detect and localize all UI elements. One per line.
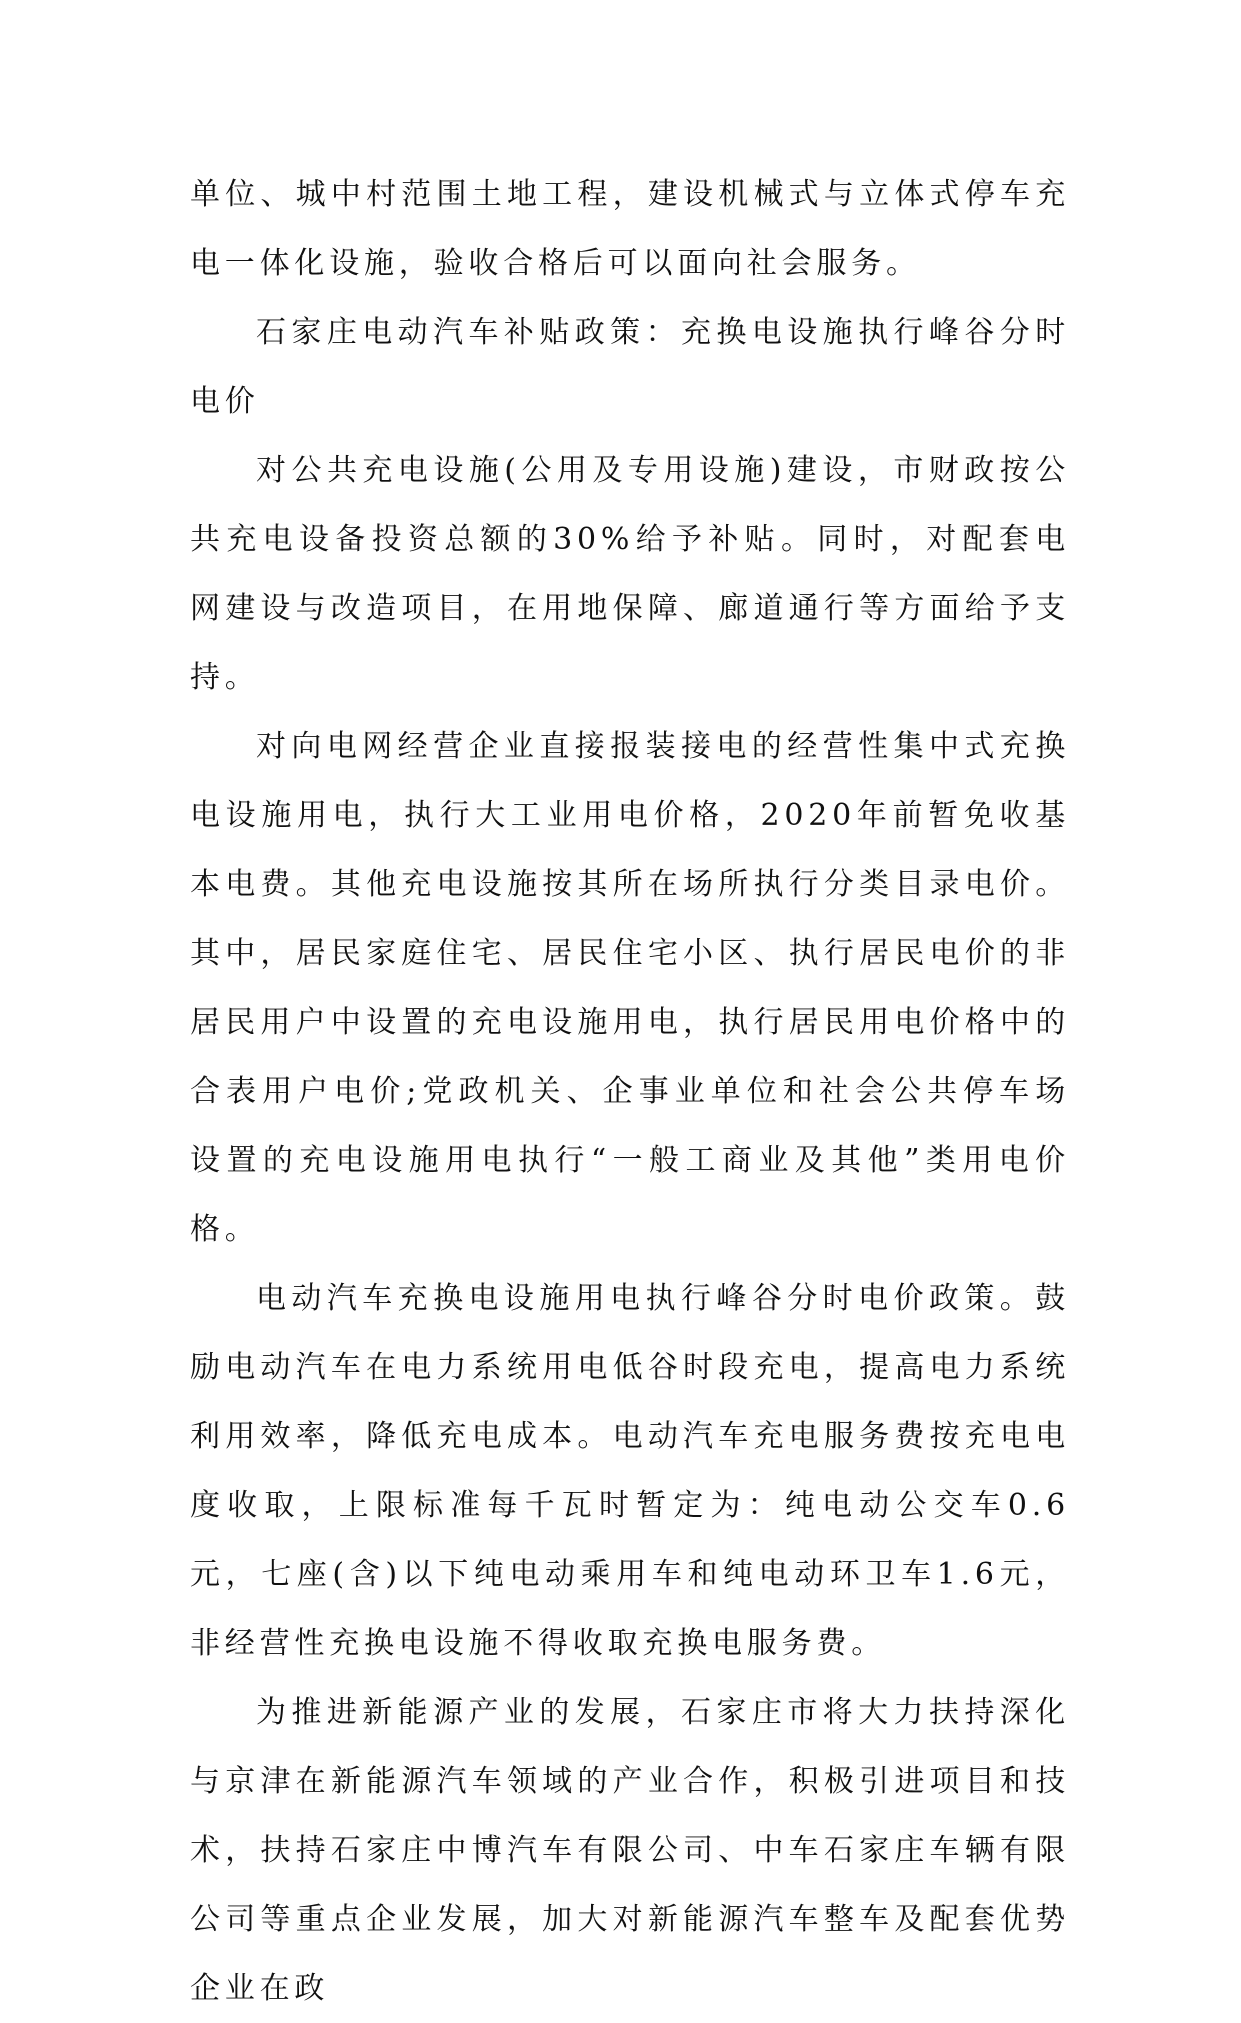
section-heading: 石家庄电动汽车补贴政策：充换电设施执行峰谷分时电价 [190,315,1070,419]
paragraph: 对向电网经营企业直接报装接电的经营性集中式充换电设施用电，执行大工业用电价格，2020年前暂免收基本电费。其他充电设施按其所在场所执行分类目录电价。其中，居民家庭住宅、居民住宅小区、执行居民电价的非居民用户中设置的充电设施用电，执行居民用电价格中的合表用户电价;党政机关、企事业单位和社会公共停车场设置的充电设施用电执行“一般工商业及其他”类用电价格。 [190,729,1070,1247]
paragraph: 为推进新能源产业的发展，石家庄市将大力扶持深化与京津在新能源汽车领域的产业合作，积极引进项目和技术，扶持石家庄中博汽车有限公司、中车石家庄车辆有限公司等重点企业发展，加大对新能源汽车整车及配套优势企业在政 [190,1695,1070,2006]
paragraph: 对公共充电设施(公用及专用设施)建设，市财政按公共充电设备投资总额的30%给予补贴。同时，对配套电网建设与改造项目，在用地保障、廊道通行等方面给予支持。 [190,453,1070,695]
document-body [190,160,1070,2023]
paragraph: 电动汽车充换电设施用电执行峰谷分时电价政策。鼓励电动汽车在电力系统用电低谷时段充电，提高电力系统利用效率，降低充电成本。电动汽车充电服务费按充电电度收取，上限标准每千瓦时暂定为：纯电动公交车0.6元，七座(含)以下纯电动乘用车和纯电动环卫车1.6元，非经营性充换电设施不得收取充换电服务费。 [190,1281,1070,1661]
paragraph-continuation: 单位、城中村范围土地工程，建设机械式与立体式停车充电一体化设施，验收合格后可以面向社会服务。 [190,177,1070,281]
